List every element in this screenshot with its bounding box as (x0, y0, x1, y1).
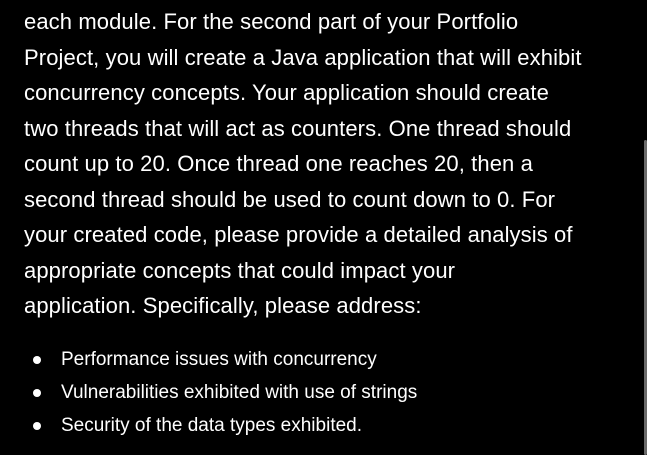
bullet-icon (33, 422, 41, 430)
bullet-icon (33, 389, 41, 397)
paragraph-line: two threads that will act as counters. One thread should (24, 115, 572, 141)
list-item-text: Performance issues with concurrency (61, 348, 377, 370)
paragraph-line: second thread should be used to count down to 0. For (24, 186, 556, 212)
paragraph-line: appropriate concepts that could impact your (24, 257, 456, 283)
list-item (24, 343, 417, 376)
paragraph-line: each module. For the second part of your Portfolio (24, 9, 519, 34)
list-item (24, 376, 417, 409)
paragraph-line: count up to 20. Once thread one reaches 20, then a (24, 151, 533, 176)
paragraph-line: concurrency concepts. Your application should create (24, 80, 549, 105)
bullet-icon (33, 356, 41, 364)
paragraph-line: application. Specifically, please address: (24, 293, 422, 318)
paragraph-line: your created code, please provide a detailed analysis of (24, 222, 573, 247)
list-item-text: Vulnerabilities exhibited with use of strings (61, 381, 418, 403)
paragraph-line: Project, you will create a Java application that will exhibit (24, 44, 582, 70)
list-item (24, 409, 417, 442)
requirements-list (24, 343, 417, 442)
assignment-paragraph (24, 4, 634, 324)
list-item-text: Security of the data types exhibited. (61, 414, 363, 436)
